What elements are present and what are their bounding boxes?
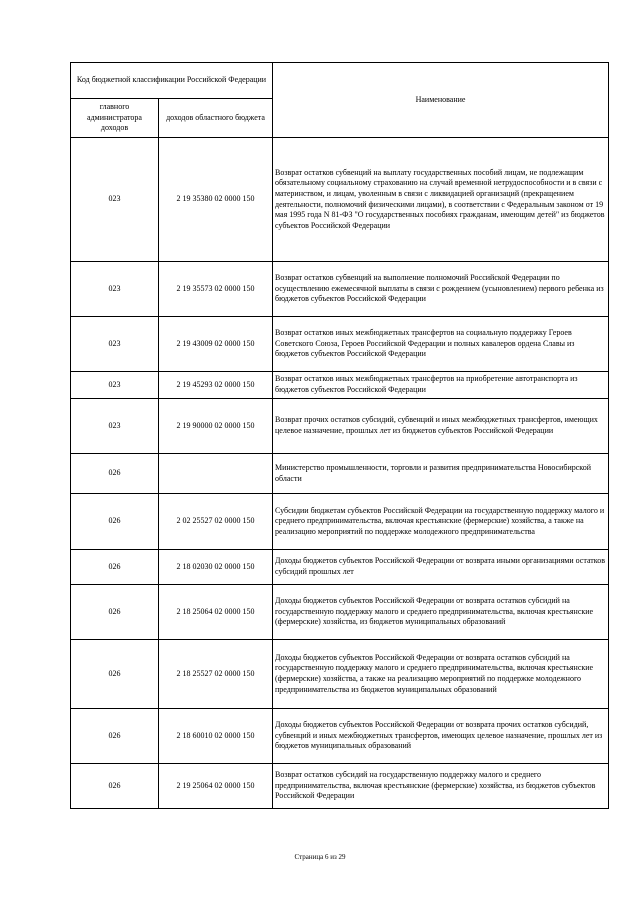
cell-income-code: 2 19 90000 02 0000 150 <box>159 399 273 454</box>
cell-description: Возврат остатков субвенций на выполнение полномочий Российской Федерации по осуществлению ежемесячной выплаты в связи с рождением (усыновлением) первого ребенка из бюджетов субъектов Российской Федерации <box>273 262 609 317</box>
table-row <box>71 454 609 494</box>
cell-admin-code: 023 <box>71 138 159 262</box>
cell-description: Возврат остатков субсидий на государственную поддержку малого и среднего предпринимательства, включая крестьянские (фермерские) хозяйства, из бюджетов субъектов Российской Федерации <box>273 764 609 809</box>
cell-description: Министерство промышленности, торговли и развития предпринимательства Новосибирской области <box>273 454 609 494</box>
table-row <box>71 709 609 764</box>
budget-classification-table <box>70 62 609 809</box>
table-row <box>71 585 609 640</box>
cell-income-code: 2 18 25527 02 0000 150 <box>159 640 273 709</box>
cell-admin-code: 023 <box>71 317 159 372</box>
cell-admin-code: 026 <box>71 764 159 809</box>
cell-income-code: 2 18 60010 02 0000 150 <box>159 709 273 764</box>
cell-admin-code: 026 <box>71 494 159 550</box>
table-row <box>71 399 609 454</box>
cell-admin-code: 026 <box>71 454 159 494</box>
table-row <box>71 640 609 709</box>
cell-description: Доходы бюджетов субъектов Российской Федерации от возврата иными организациями остатков субсидий прошлых лет <box>273 550 609 585</box>
cell-income-code: 2 19 25064 02 0000 150 <box>159 764 273 809</box>
cell-description: Доходы бюджетов субъектов Российской Федерации от возврата остатков субсидий на государственную поддержку малого и среднего предпринимательства, включая крестьянские (фермерские) хозяйства, из бюджетов муниципальных образований <box>273 585 609 640</box>
table-row <box>71 494 609 550</box>
cell-income-code <box>159 454 273 494</box>
cell-income-code: 2 19 35380 02 0000 150 <box>159 138 273 262</box>
cell-income-code: 2 18 02030 02 0000 150 <box>159 550 273 585</box>
cell-description: Возврат остатков субвенций на выплату государственных пособий лицам, не подлежащим обязательному социальному страхованию на случай временной нетрудоспособности и в связи с материнством, и лицам, уволенным в связи с ликвидацией организаций (прекращением деятельности, полномочий физическими лицами), в соответствии с Федеральным законом от 19 мая 1995 года N 81-ФЗ "О государственных пособиях гражданам, имеющим детей" из бюджетов субъектов Российской Федерации <box>273 138 609 262</box>
header-admin: главного администратора доходов <box>71 99 159 138</box>
cell-admin-code: 023 <box>71 372 159 399</box>
cell-description: Субсидии бюджетам субъектов Российской Федерации на государственную поддержку малого и среднего предпринимательства, включая крестьянские (фермерские) хозяйства, а также на реализацию мероприятий по поддержке молодежного предпринимательства <box>273 494 609 550</box>
cell-admin-code: 023 <box>71 262 159 317</box>
table-header-row <box>71 63 609 99</box>
cell-description: Возврат остатков иных межбюджетных трансфертов на социальную поддержку Героев Советского Союза, Героев Российской Федерации и полных кавалеров ордена Славы из бюджетов субъектов Российской Федерации <box>273 317 609 372</box>
cell-admin-code: 026 <box>71 640 159 709</box>
cell-income-code: 2 19 35573 02 0000 150 <box>159 262 273 317</box>
cell-income-code: 2 19 45293 02 0000 150 <box>159 372 273 399</box>
table-row <box>71 317 609 372</box>
cell-admin-code: 026 <box>71 550 159 585</box>
cell-income-code: 2 19 43009 02 0000 150 <box>159 317 273 372</box>
table-body <box>71 138 609 809</box>
cell-description: Возврат остатков иных межбюджетных трансфертов на приобретение автотранспорта из бюджетов субъектов Российской Федерации <box>273 372 609 399</box>
cell-description: Возврат прочих остатков субсидий, субвенций и иных межбюджетных трансфертов, имеющих целевое назначение, прошлых лет из бюджетов субъектов Российской Федерации <box>273 399 609 454</box>
header-name: Наименование <box>273 63 609 138</box>
header-kbk: Код бюджетной классификации Российской Федерации <box>71 63 273 99</box>
cell-income-code: 2 02 25527 02 0000 150 <box>159 494 273 550</box>
cell-description: Доходы бюджетов субъектов Российской Федерации от возврата прочих остатков субсидий, субвенций и иных межбюджетных трансфертов, имеющих целевое назначение, прошлых лет из бюджетов муниципальных образований <box>273 709 609 764</box>
page-number: Страница 6 из 29 <box>294 853 346 861</box>
table-row <box>71 372 609 399</box>
cell-admin-code: 026 <box>71 585 159 640</box>
table-row <box>71 262 609 317</box>
cell-income-code: 2 18 25064 02 0000 150 <box>159 585 273 640</box>
header-income: доходов областного бюджета <box>159 99 273 138</box>
table-row <box>71 550 609 585</box>
table-row <box>71 138 609 262</box>
cell-admin-code: 026 <box>71 709 159 764</box>
table-row <box>71 764 609 809</box>
cell-admin-code: 023 <box>71 399 159 454</box>
cell-description: Доходы бюджетов субъектов Российской Федерации от возврата остатков субсидий на государственную поддержку малого и среднего предпринимательства, включая крестьянские (фермерские) хозяйства, а также на реализацию мероприятий по поддержке молодежного предпринимательства из бюджетов муниципальных образований <box>273 640 609 709</box>
